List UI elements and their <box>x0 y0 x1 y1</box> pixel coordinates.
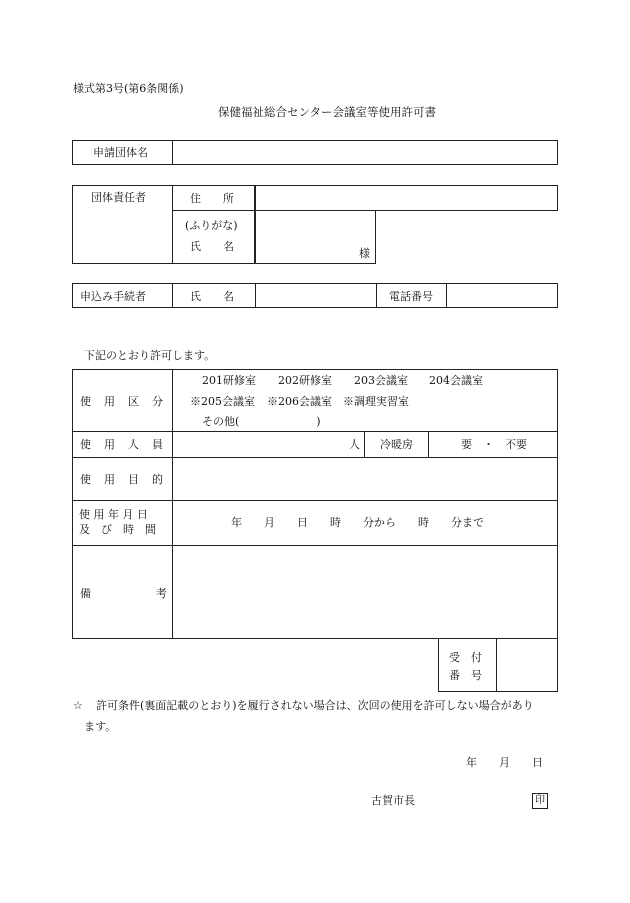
document-title: 保健福祉総合センター会議室等使用許可書 <box>218 105 437 119</box>
room-203-option[interactable]: 203会議室 <box>354 374 408 387</box>
receipt-label-2: 番 号 <box>449 669 482 682</box>
room-204-option[interactable]: 204会議室 <box>429 374 483 387</box>
seal-stamp: 印 <box>532 793 548 809</box>
issuer-name: 古賀市長 <box>371 794 415 807</box>
form-number: 様式第3号(第6条関係) <box>73 82 184 95</box>
representative-name-label: 氏 名 <box>190 240 234 253</box>
people-unit: 人 <box>349 438 360 451</box>
representative-label: 団体責任者 <box>91 191 146 204</box>
permission-statement: 下記のとおり許可します。 <box>84 349 216 362</box>
furigana-label: (ふりがな) <box>185 219 238 232</box>
room-202-option[interactable]: 202研修室 <box>278 374 332 387</box>
room-205-option[interactable]: ※205会議室 <box>190 395 255 408</box>
note-line-2: ます。 <box>84 720 117 733</box>
other-room-option[interactable]: その他( ) <box>202 415 321 428</box>
room-201-option[interactable]: 201研修室 <box>202 374 256 387</box>
usage-date-template[interactable]: 年 月 日 時 分から 時 分まで <box>231 516 484 529</box>
honorific-sama: 様 <box>359 247 370 260</box>
issue-date: 年 月 日 <box>466 756 543 769</box>
procedure-name-label: 氏 名 <box>190 290 234 303</box>
phone-field[interactable] <box>448 285 556 306</box>
phone-label: 電話番号 <box>389 290 433 303</box>
receipt-number-field[interactable] <box>498 640 556 690</box>
usage-purpose-field[interactable] <box>174 459 556 499</box>
usage-people-field[interactable] <box>174 433 344 455</box>
procedure-person-label: 申込み手続者 <box>80 290 146 303</box>
usage-category-label: 使 用 区 分 <box>80 395 164 408</box>
applicant-group-field[interactable] <box>174 141 556 164</box>
procedure-name-field[interactable] <box>257 285 374 306</box>
remarks-label-right: 考 <box>156 587 167 600</box>
heating-label: 冷暖房 <box>380 438 413 451</box>
usage-time-label: 及 び 時 間 <box>79 523 156 536</box>
usage-people-label: 使 用 人 員 <box>80 438 164 451</box>
receipt-label-1: 受 付 <box>449 651 482 664</box>
note-line-1: 許可条件(裏面記載のとおり)を履行されない場合は、次回の使用を許可しない場合があり <box>96 699 534 712</box>
representative-address-field[interactable] <box>257 187 556 210</box>
usage-date-label: 使 用 年 月 日 <box>79 508 148 521</box>
remarks-label-left: 備 <box>80 587 91 600</box>
representative-name-field[interactable] <box>257 212 357 262</box>
representative-address-label: 住 所 <box>190 192 234 205</box>
remarks-field[interactable] <box>174 547 556 637</box>
cooking-room-option[interactable]: ※調理実習室 <box>343 395 409 408</box>
usage-purpose-label: 使 用 目 的 <box>80 473 164 486</box>
room-206-option[interactable]: ※206会議室 <box>267 395 332 408</box>
applicant-group-label: 申請団体名 <box>93 146 148 159</box>
heating-options[interactable]: 要 ・ 不要 <box>461 438 527 451</box>
note-star-icon: ☆ <box>73 699 83 712</box>
